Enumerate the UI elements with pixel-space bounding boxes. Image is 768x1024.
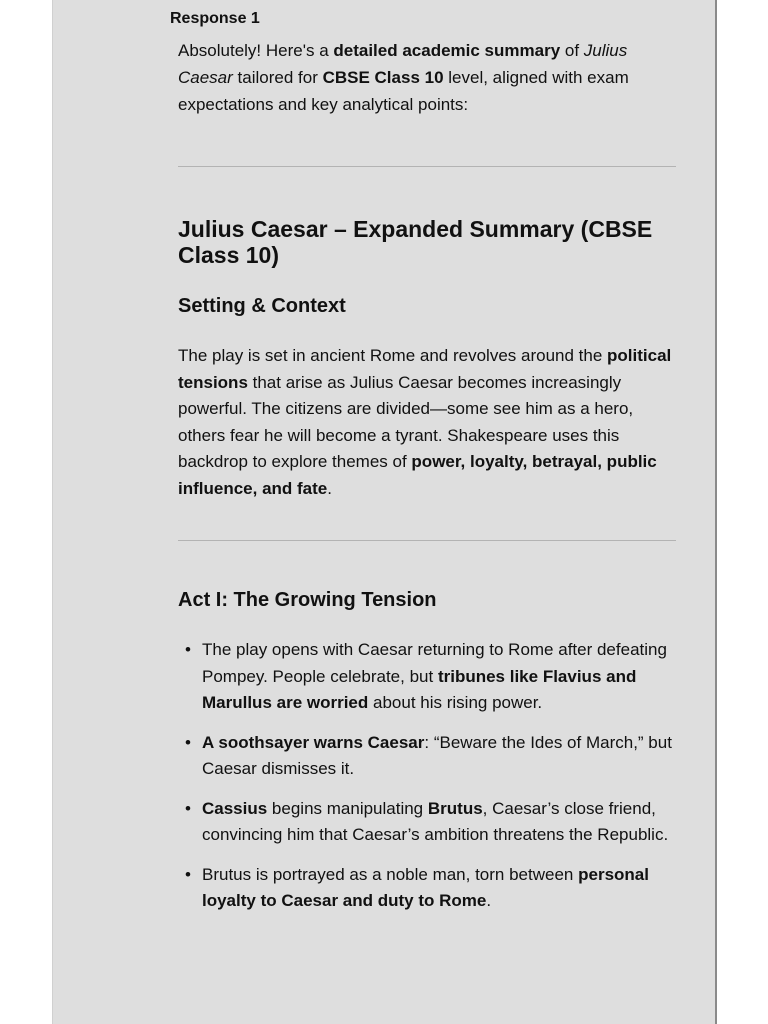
intro-bold: detailed academic summary xyxy=(333,41,561,60)
intro-bold: CBSE Class 10 xyxy=(322,68,444,87)
setting-text: The play is set in ancient Rome and revolves around the xyxy=(178,346,608,365)
list-item xyxy=(178,796,676,849)
intro-text: of xyxy=(560,41,584,60)
bullet-text: , Caesar’s close friend, convincing him that Caesar’s ambition threatens the Republic. xyxy=(202,798,669,844)
bullet-text: begins manipulating xyxy=(267,798,428,818)
bullet-text: Brutus is portrayed as a noble man, torn between xyxy=(202,864,579,884)
bullet-bold: Cassius xyxy=(202,798,268,818)
bullet-text: The play opens with Caesar returning to Rome after defeating Pompey. People celebrate, but xyxy=(202,640,667,686)
act1-heading: Act I: The Growing Tension xyxy=(178,589,437,611)
setting-paragraph xyxy=(178,343,676,502)
bullet-bold: Brutus xyxy=(427,798,483,818)
list-item xyxy=(178,862,676,915)
act1-bullet-list xyxy=(178,637,676,915)
summary-title: Julius Caesar – Expanded Summary (CBSE Class 10) xyxy=(178,216,653,268)
bullet-text: : “Beware the Ides of March,” but Caesar dismisses it. xyxy=(202,732,672,778)
response-content xyxy=(178,37,676,928)
setting-text: . xyxy=(327,478,332,498)
setting-bold: power, loyalty, betrayal, public influence, and fate xyxy=(178,452,657,498)
setting-text: that arise as Julius Caesar becomes increasingly powerful. The citizens are divided—some see him as a hero, others fear he will become a tyrant. Shakespeare uses this backdrop to explore themes of xyxy=(178,372,634,471)
intro-paragraph xyxy=(178,37,676,118)
bullet-bold: tribunes like Flavius and Marullus are worried xyxy=(202,666,637,712)
bullet-bold: personal loyalty to Caesar and duty to Rome xyxy=(202,864,649,910)
intro-italic-title: Julius Caesar xyxy=(178,41,628,87)
divider xyxy=(178,540,676,541)
setting-heading: Setting & Context xyxy=(178,295,346,317)
intro-text: level, aligned with exam expectations and key analytical points: xyxy=(178,68,629,114)
intro-text: Absolutely! Here's a xyxy=(178,41,334,60)
setting-bold: political tensions xyxy=(178,346,672,392)
bullet-text: . xyxy=(486,891,492,910)
divider xyxy=(178,166,676,167)
list-item xyxy=(178,637,676,717)
response-label: Response 1 xyxy=(170,10,260,27)
bullet-text: about his rising power. xyxy=(368,693,543,712)
list-item xyxy=(178,730,676,783)
intro-text: tailored for xyxy=(232,68,323,87)
bullet-bold: A soothsayer warns Caesar xyxy=(202,732,425,752)
